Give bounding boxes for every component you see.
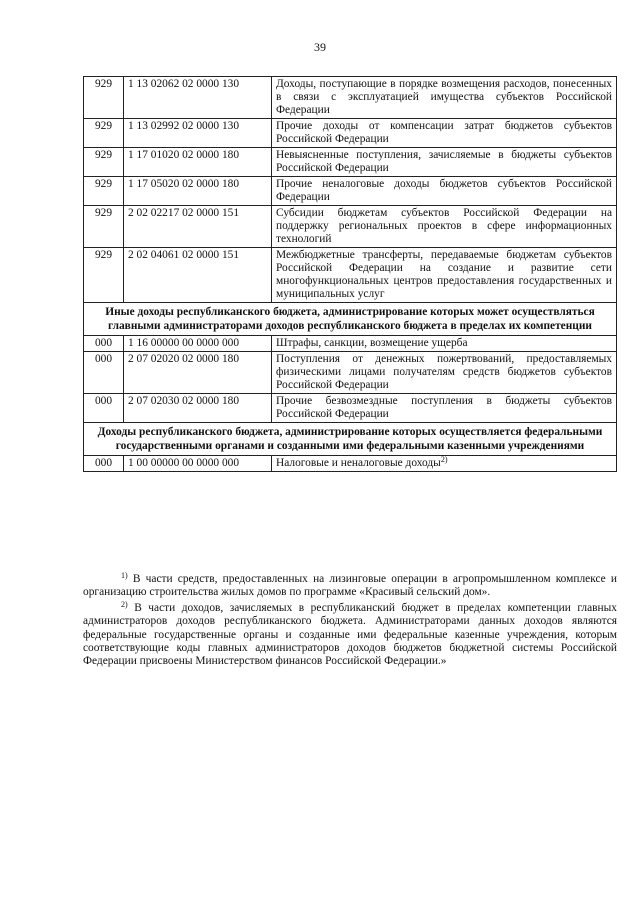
- table-row: [84, 352, 617, 394]
- admin-code-cell: 929: [84, 206, 124, 248]
- admin-code-cell: 929: [84, 148, 124, 177]
- revenue-code-cell: 1 17 05020 02 0000 180: [124, 177, 272, 206]
- admin-code-cell: 000: [84, 394, 124, 423]
- admin-code-cell: 000: [84, 456, 124, 472]
- table-row: [84, 148, 617, 177]
- revenue-name-text: Налоговые и неналоговые доходы: [276, 457, 441, 469]
- revenue-name-cell: [272, 456, 617, 472]
- section-heading-federal-revenues: Доходы республиканского бюджета, администрирование которых осуществляется федеральными государственными органами и созданными ими федеральными казенными учреждениями: [84, 423, 617, 456]
- section-header-row: [84, 423, 617, 456]
- revenue-code-cell: 1 17 01020 02 0000 180: [124, 148, 272, 177]
- footnote-reference: 2): [440, 455, 448, 464]
- revenue-code-cell: 2 07 02020 02 0000 180: [124, 352, 272, 394]
- table-row: [84, 456, 617, 472]
- footnotes: [83, 573, 617, 669]
- revenue-code-cell: 1 00 00000 00 0000 000: [124, 456, 272, 472]
- page-number: 39: [314, 40, 326, 54]
- revenue-name-cell: Доходы, поступающие в порядке возмещения расходов, понесенных в связи с эксплуатацией имущества субъектов Российской Федерации: [272, 77, 617, 119]
- revenue-code-cell: 1 13 02992 02 0000 130: [124, 119, 272, 148]
- revenue-name-cell: Межбюджетные трансферты, передаваемые бюджетам субъектов Российской Федерации на создание и развитие сети многофункциональных центров предоставления государственных и муниципальных услуг: [272, 248, 617, 303]
- admin-code-cell: 929: [84, 177, 124, 206]
- revenue-code-cell: 2 07 02030 02 0000 180: [124, 394, 272, 423]
- table-row: [84, 119, 617, 148]
- footnote-mark: 2): [121, 599, 128, 609]
- revenue-code-cell: 2 02 04061 02 0000 151: [124, 248, 272, 303]
- revenue-code-cell: 2 02 02217 02 0000 151: [124, 206, 272, 248]
- admin-code-cell: 929: [84, 119, 124, 148]
- revenue-name-cell: Поступления от денежных пожертвований, предоставляемых физическими лицами получателям средств бюджетов субъектов Российской Федерации: [272, 352, 617, 394]
- table-row: [84, 248, 617, 303]
- table-row: [84, 206, 617, 248]
- footnote-2: [83, 599, 617, 669]
- footnote-mark: 1): [121, 571, 128, 580]
- admin-code-cell: 000: [84, 336, 124, 352]
- footnote-1: [83, 573, 617, 600]
- revenue-name-cell: Прочие безвозмездные поступления в бюджеты субъектов Российской Федерации: [272, 394, 617, 423]
- table-row: [84, 394, 617, 423]
- section-header-row: [84, 303, 617, 336]
- revenue-code-cell: 1 16 00000 00 0000 000: [124, 336, 272, 352]
- revenue-table: [83, 76, 617, 472]
- revenue-code-cell: 1 13 02062 02 0000 130: [124, 77, 272, 119]
- footnote-text: В части средств, предоставленных на лизинговые операции в агропромышленном комплексе и организацию строительства жилых домов по программе «Красивый сельский дом».: [83, 573, 617, 599]
- revenue-name-cell: Штрафы, санкции, возмещение ущерба: [272, 336, 617, 352]
- revenue-name-cell: Прочие неналоговые доходы бюджетов субъектов Российской Федерации: [272, 177, 617, 206]
- section-heading-other-revenues: Иные доходы республиканского бюджета, администрирование которых может осуществляться главными администраторами доходов республиканского бюджета в пределах их компетенции: [84, 303, 617, 336]
- table-row: [84, 177, 617, 206]
- revenue-name-cell: Субсидии бюджетам субъектов Российской Федерации на поддержку региональных проектов в сфере информационных технологий: [272, 206, 617, 248]
- admin-code-cell: 000: [84, 352, 124, 394]
- table-row: [84, 336, 617, 352]
- admin-code-cell: 929: [84, 248, 124, 303]
- table-row: [84, 77, 617, 119]
- revenue-name-cell: Прочие доходы от компенсации затрат бюджетов субъектов Российской Федерации: [272, 119, 617, 148]
- revenue-name-cell: Невыясненные поступления, зачисляемые в бюджеты субъектов Российской Федерации: [272, 148, 617, 177]
- footnote-text: В части доходов, зачисляемых в республиканский бюджет в пределах компетенции главных администраторов доходов республиканского бюджета. Администраторами данных доходов являются федеральные государственные органы и созданные ими федеральные казенные учреждения, которым соответствующие коды главных администраторов доходов бюджетов бюджетной системы Российской Федерации присвоены Министерством финансов Российской Федерации.»: [83, 601, 617, 668]
- admin-code-cell: 929: [84, 77, 124, 119]
